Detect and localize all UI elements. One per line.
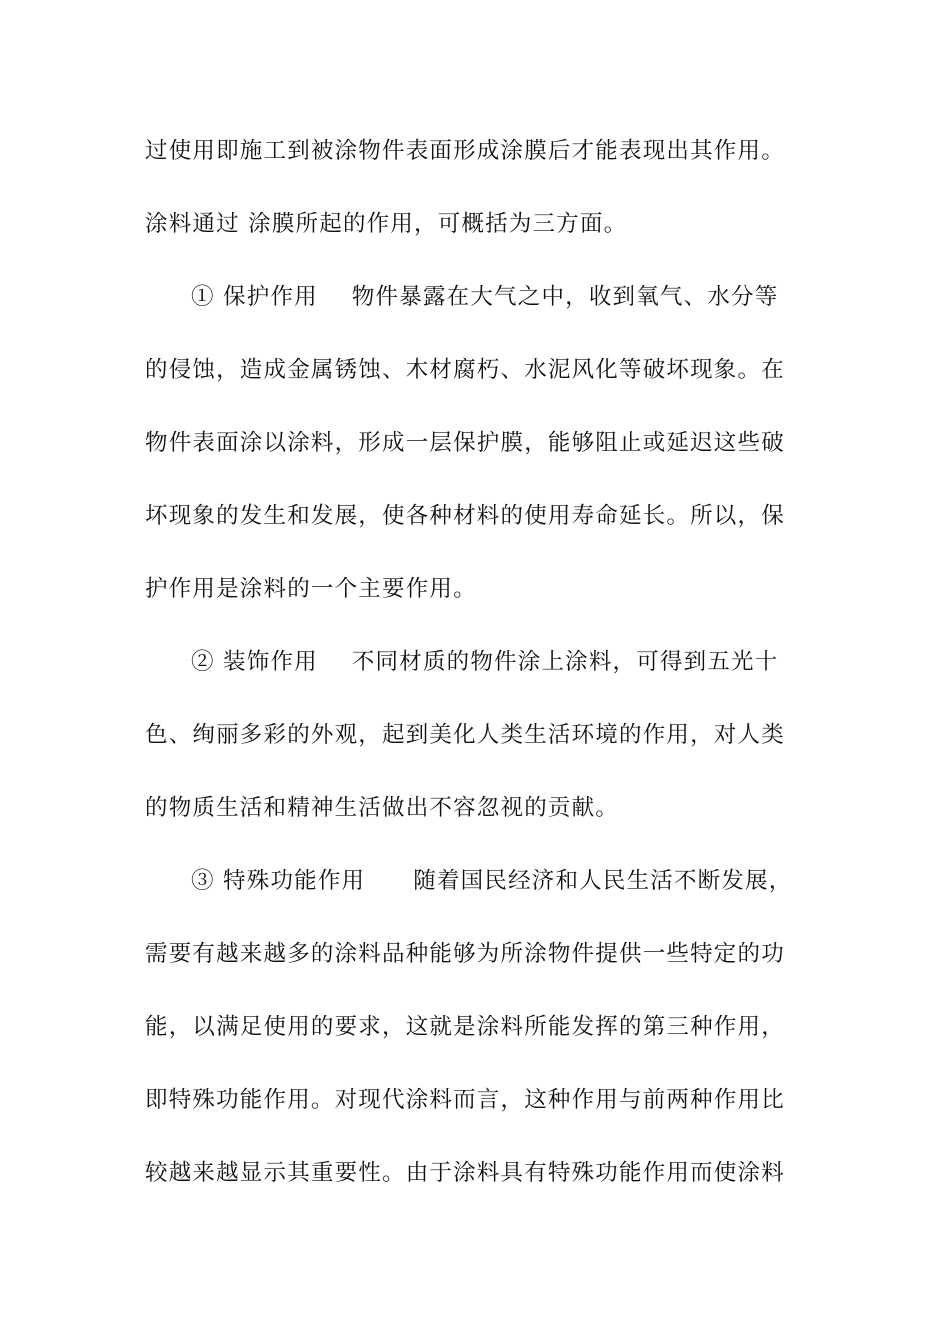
text-span: 物件暴露在大气之中，收到氧气、水分等 xyxy=(351,284,779,310)
text-line: 色、绚丽多彩的外观，起到美化人类生活环境的作用，对人类 xyxy=(145,722,785,748)
paragraph-protection-first-line xyxy=(145,274,805,347)
text-line: 的物质生活和精神生活做出不容忽视的贡献。 xyxy=(145,795,620,821)
text-line: 能，以满足使用的要求，这就是涂料所能发挥的第三种作用， xyxy=(145,1014,785,1040)
paragraph-decoration-first-line xyxy=(145,639,805,712)
text-span: 随着国民经济和人民生活不断发展， xyxy=(413,868,793,894)
text-line: 需要有越来越多的涂料品种能够为所涂物件提供一些特定的功 xyxy=(145,941,785,967)
section-label-protection: ① 保护作用 xyxy=(191,284,318,310)
section-label-special: ③ 特殊功能作用 xyxy=(191,868,366,894)
text-line: 坏现象的发生和发展，使各种材料的使用寿命延长。所以，保 xyxy=(145,503,785,529)
body-text xyxy=(145,128,805,1223)
text-line: 涂料通过 涂膜所起的作用，可概括为三方面。 xyxy=(145,211,628,237)
text-line: 较越来越显示其重要性。由于涂料具有特殊功能作用而使涂料 xyxy=(145,1160,785,1186)
text-line: 护作用是涂料的一个主要作用。 xyxy=(145,576,477,602)
text-line: 的侵蚀，造成金属锈蚀、木材腐朽、水泥风化等破坏现象。在 xyxy=(145,357,785,383)
text-line: 物件表面涂以涂料，形成一层保护膜，能够阻止或延迟这些破 xyxy=(145,430,785,456)
text-line: 即特殊功能作用。对现代涂料而言，这种作用与前两种作用比 xyxy=(145,1087,785,1113)
text-span: 不同材质的物件涂上涂料，可得到五光十 xyxy=(351,649,779,675)
section-label-decoration: ② 装饰作用 xyxy=(191,649,318,675)
paragraph-special-first-line xyxy=(145,858,805,931)
text-line: 过使用即施工到被涂物件表面形成涂膜后才能表现出其作用。 xyxy=(145,138,785,164)
